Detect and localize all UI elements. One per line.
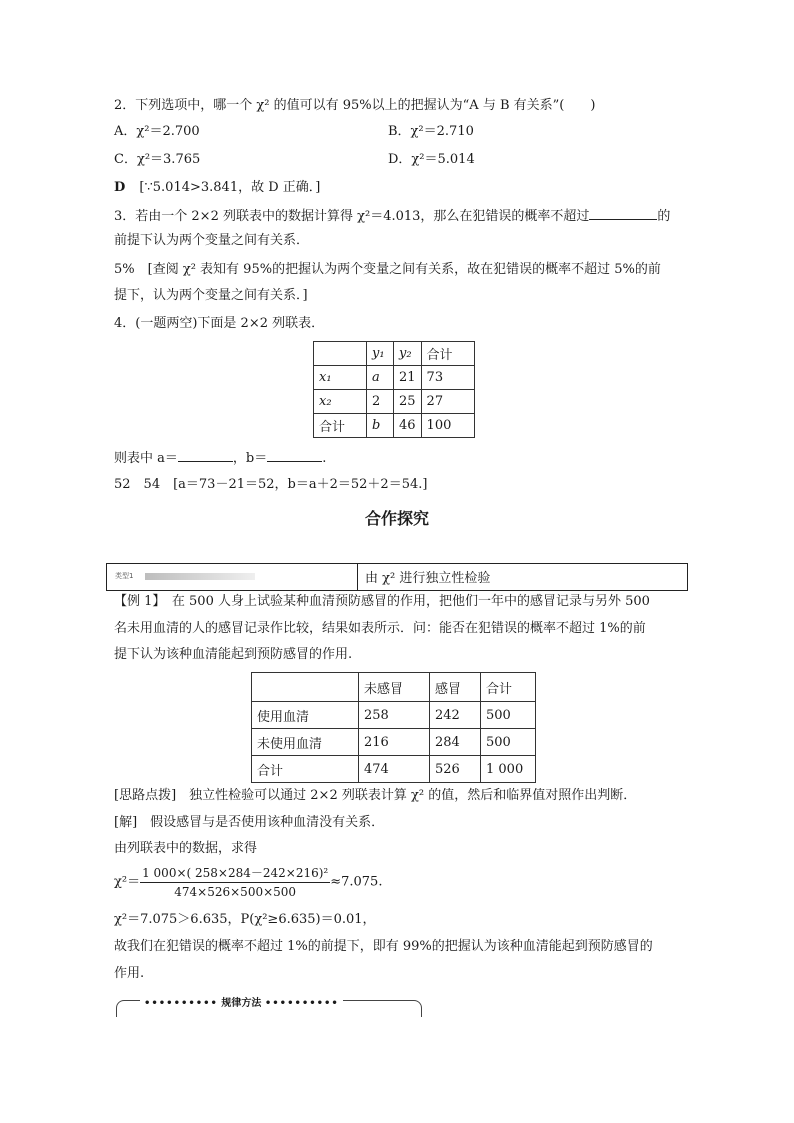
q3-stem-a: 3．若由一个 2×2 列联表中的数据计算得 χ²＝4.013，那么在犯错误的概率不超过 (114, 209, 590, 224)
topic-label: 类型1 (115, 572, 134, 580)
q2-option-d: D．χ²＝5.014 (388, 152, 475, 167)
q2-option-a: A．χ²＝2.700 (114, 124, 200, 139)
table-cell: 474 (359, 756, 430, 783)
chi-square-formula (114, 864, 382, 901)
q2-stem: 2．下列选项中，哪一个 χ² 的值可以有 95%以上的把握认为“A 与 B 有关系”( ) (114, 98, 596, 113)
q4-prompt-a: 则表中 a＝ (114, 451, 178, 466)
table-row (314, 366, 475, 390)
table-cell: 感冒 (430, 673, 481, 702)
table-cell: 合计 (314, 414, 367, 438)
formula-denominator: 474×526×500×500 (174, 885, 297, 899)
q4-blank-a (178, 447, 233, 462)
conclusion-line-1: 故我们在犯错误的概率不超过 1%的前提下，即有 99%的把握认为该种血清能起到预防感冒的 (114, 939, 653, 954)
table-cell: 使用血清 (252, 702, 359, 729)
compare-line: χ²＝7.075＞6.635，P(χ²≥6.635)＝0.01， (114, 912, 376, 927)
table-cell: 1 000 (481, 756, 536, 783)
serum-table (251, 672, 536, 783)
q2-answer-letter: D (114, 180, 126, 195)
section-title: 合作探究 (364, 509, 429, 528)
q2-option-b: B．χ²＝2.710 (388, 124, 474, 139)
table-cell: 100 (421, 414, 474, 438)
q3-stem-c: 前提下认为两个变量之间有关系． (114, 233, 310, 248)
conclusion-line-2: 作用. (114, 966, 145, 981)
table-cell: x₂ (314, 390, 367, 414)
topic-label-cell (107, 564, 358, 590)
table-cell: 500 (481, 729, 536, 756)
table-cell: x₁ (314, 366, 367, 390)
formula-lhs: χ²＝ (114, 874, 141, 890)
table-cell: 216 (359, 729, 430, 756)
q3-stem-b: 的 (657, 209, 671, 224)
table-row (252, 756, 536, 783)
q4-table (313, 341, 475, 438)
table-cell: 21 (394, 366, 422, 390)
table-cell: 27 (421, 390, 474, 414)
q2-option-c: C．χ²＝3.765 (114, 152, 201, 167)
method-title: 规律方法 (221, 998, 262, 1009)
q3-stem (114, 205, 670, 227)
method-dots-right: •••••••••• (264, 998, 339, 1009)
table-cell: y₁ (367, 342, 394, 366)
formula-rhs: ≈7.075. (330, 874, 383, 890)
method-label (140, 994, 343, 1009)
formula-numerator: 1 000×( 258×284－242×216)² (140, 864, 330, 883)
table-cell: 500 (481, 702, 536, 729)
table-cell: 258 (359, 702, 430, 729)
topic-bar (145, 573, 255, 580)
topic-title: 由 χ² 进行独立性检验 (365, 571, 491, 586)
table-cell: 46 (394, 414, 422, 438)
table-cell (252, 673, 359, 702)
table-cell (314, 342, 367, 366)
hint-line: [思路点拨] 独立性检验可以通过 2×2 列联表计算 χ² 的值，然后和临界值对照作出判断． (114, 788, 637, 803)
q4-answer: 52 54 [a＝73－21＝52，b＝a＋2＝52＋2＝54.] (114, 477, 428, 492)
formula-fraction (140, 864, 330, 901)
table-cell: 未感冒 (359, 673, 430, 702)
table-row (314, 342, 475, 366)
table-cell: 284 (430, 729, 481, 756)
table-row (314, 390, 475, 414)
table-cell: 合计 (421, 342, 474, 366)
q4-prompt (114, 447, 326, 469)
table-row (314, 414, 475, 438)
table-cell: b (367, 414, 394, 438)
q3-answer-a: 5% [查阅 χ² 表知有 95%的把握认为两个变量之间有关系，故在犯错误的概率不超过 5%的前 (114, 262, 661, 277)
table-cell: 526 (430, 756, 481, 783)
q4-blank-b (267, 447, 322, 462)
table-cell: 合计 (252, 756, 359, 783)
table-row (252, 702, 536, 729)
example-line-1: 【例 1】 在 500 人身上试验某种血清预防感冒的作用，把他们一年中的感冒记录与另外 500 (114, 594, 650, 609)
table-cell: 未使用血清 (252, 729, 359, 756)
table-cell: 合计 (481, 673, 536, 702)
table-cell: a (367, 366, 394, 390)
solution-head: [解] 假设感冒与是否使用该种血清没有关系． (114, 815, 385, 830)
example-line-2: 名未用血清的人的感冒记录作比较，结果如表所示．问：能否在犯错误的概率不超过 1%的前 (114, 621, 646, 636)
example-line-3: 提下认为该种血清能起到预防感冒的作用. (114, 647, 353, 662)
q4-prompt-c: . (322, 451, 327, 466)
table-cell: 25 (394, 390, 422, 414)
q2-answer-text: [∵5.014>3.841，故 D 正确．] (139, 180, 321, 195)
table-cell: y₂ (394, 342, 422, 366)
topic-box (106, 563, 688, 591)
data-line: 由列联表中的数据，求得 (114, 841, 258, 856)
q2-answer (114, 178, 320, 198)
q4-prompt-b: ，b＝ (232, 451, 268, 466)
q3-answer-b: 提下，认为两个变量之间有关系．] (114, 288, 308, 303)
q3-blank (589, 205, 657, 220)
table-row (252, 673, 536, 702)
table-cell: 73 (421, 366, 474, 390)
table-cell: 2 (367, 390, 394, 414)
method-dots-left: •••••••••• (144, 998, 218, 1009)
q4-stem: 4．(一题两空)下面是 2×2 列联表． (114, 316, 325, 331)
table-cell: 242 (430, 702, 481, 729)
table-row (252, 729, 536, 756)
